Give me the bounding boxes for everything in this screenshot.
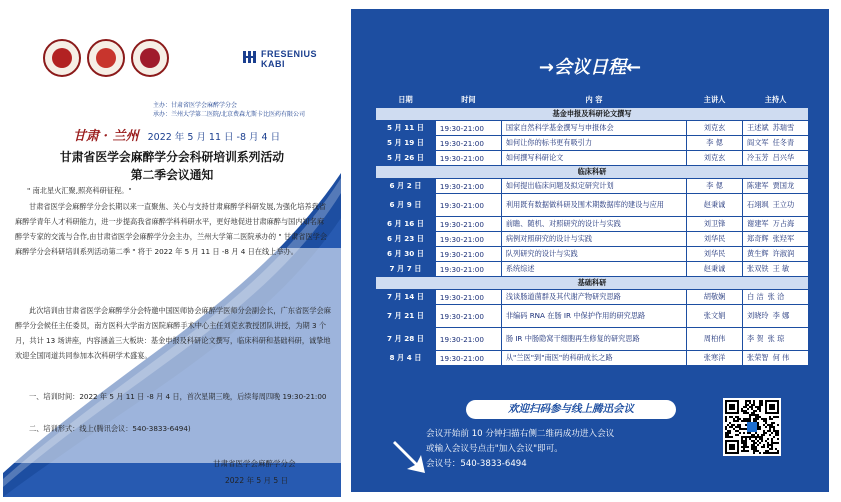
subtitle-place: 甘肃 · 兰州: [73, 129, 139, 144]
intro-paragraph: 甘肃省医学会麻醉学分会长期以来一直聚焦、关心与支持甘肃麻醉学科研发展,为强化培养我省麻醉学青年人才科研能力，进一步提高我省麻醉学科科研水平，更好地促进甘肃麻醉与国内知名麻醉学专家的交流与合作,由甘肃省医学会麻醉学分会主办，兰州大学第二医院承办的 " 甘肃省医学会麻醉学分会科研培训系列活动第二季 " 将于 2022 年 5 月 11 日 -8 月 4 日在线上举办。: [15, 202, 328, 256]
host-cell: [743, 351, 809, 366]
date-cell: 6 月 2 日: [376, 179, 436, 194]
detail-paragraph: 此次培训由甘肃省医学会麻醉学分会特邀中国医师协会麻醉学医师分会副会长，广东省医学会麻醉学分会候任主任委员，南方医科大学南方医院麻醉手术中心主任刘克玄教授团队讲授，为期 3 个月，共计 13 场讲座，内容涵盖三大板块：基金申报及科研论文撰写，临床科研和基础科研，诚挚地欢迎全国同道共同参加本次科研学术盛宴。: [15, 306, 331, 360]
table-row: [376, 121, 809, 136]
topic-cell: 如何让你的标书更有吸引力: [501, 136, 686, 151]
host-name: 张荣智: [747, 353, 769, 362]
notice-poster: [3, 3, 341, 497]
host-name: 黄生辉: [747, 249, 769, 258]
time-cell: 19:30-21:00: [435, 232, 501, 247]
training-time: 一、培训时间：2022 年 5 月 11 日 -8 月 4 日，首次星期三晚，后续每周四晚 19:30-21:00: [29, 392, 327, 401]
speaker-cell: 李 偲: [687, 136, 743, 151]
speaker-cell: 李 偲: [687, 179, 743, 194]
section-title: 临床科研: [376, 166, 809, 179]
table-row: [376, 305, 809, 328]
table-row: [376, 247, 809, 262]
time-cell: 19:30-21:00: [435, 328, 501, 351]
time-cell: 19:30-21:00: [435, 136, 501, 151]
topic-cell: 肠 IR 中肠隐窝干细胞再生修复的研究思路: [501, 328, 686, 351]
time-cell: 19:30-21:00: [435, 290, 501, 305]
host-name: 何 伟: [772, 353, 790, 362]
table-row: [376, 290, 809, 305]
section-row: [376, 108, 809, 121]
host-name: 阎文军: [747, 138, 769, 147]
join-note-1: 会议开始前 10 分钟扫描右侧二维码成功进入会议: [426, 429, 615, 439]
signature-org: 甘肃省医学会麻醉学分会: [213, 459, 296, 468]
qr-code[interactable]: [723, 398, 781, 456]
time-cell: 19:30-21:00: [435, 179, 501, 194]
table-row: [376, 232, 809, 247]
time-cell: 19:30-21:00: [435, 351, 501, 366]
join-note-2: 或输入会议号点击"加入会议"即可。: [426, 444, 563, 454]
host-line: 主办：甘肃省医学会麻醉学分会: [153, 102, 238, 109]
host-name: 张双铁: [747, 264, 769, 273]
topic-cell: 从"兰医"到"南医"的科研成长之路: [501, 351, 686, 366]
section-title: 基金申报及科研论文撰写: [376, 108, 809, 121]
quote: " 南北星火汇聚,照亮科研征程。": [27, 186, 132, 195]
table-row: [376, 351, 809, 366]
host-name: 王 敏: [772, 264, 790, 273]
host-cell: [743, 179, 809, 194]
host-name: 任冬青: [772, 138, 795, 147]
speaker-cell: 胡敬娴: [687, 290, 743, 305]
schedule-panel: [351, 9, 829, 492]
topic-cell: 国家自然科学基金撰写与申报体会: [501, 121, 686, 136]
topic-cell: 队列研究的设计与实践: [501, 247, 686, 262]
subtitle-dates: 2022 年 5 月 11 日 -8 月 4 日: [147, 132, 281, 143]
speaker-cell: 赵秉诚: [687, 262, 743, 277]
table-header-row: [376, 92, 809, 108]
speaker-cell: 刘克玄: [687, 121, 743, 136]
schedule-body: [376, 108, 809, 366]
host-cell: [743, 262, 809, 277]
society-logo-2: [87, 39, 125, 77]
host-name: 李 娜: [772, 311, 790, 320]
host-cell: [743, 290, 809, 305]
host-name: 李 贺: [747, 334, 764, 343]
hospital-logo: [131, 39, 169, 77]
arrow-icon: [391, 435, 431, 475]
speaker-cell: 张寒洋: [687, 351, 743, 366]
date-cell: 6 月 16 日: [376, 217, 436, 232]
date-cell: 7 月 14 日: [376, 290, 436, 305]
speaker-cell: 赵秉诚: [687, 194, 743, 217]
host-name: 许淑润: [772, 249, 795, 258]
time-cell: 19:30-21:00: [435, 247, 501, 262]
host-cell: [743, 121, 809, 136]
col-time: 时间: [435, 92, 501, 108]
host-cell: [743, 217, 809, 232]
section-title: 基础科研: [376, 277, 809, 290]
speaker-cell: 刘卫锋: [687, 217, 743, 232]
col-topic: 内 容: [501, 92, 686, 108]
speaker-cell: 刘克玄: [687, 151, 743, 166]
host-name: 冷玉芳: [747, 153, 769, 162]
speaker-cell: 刘华民: [687, 247, 743, 262]
host-cell: [743, 328, 809, 351]
subtitle: [73, 125, 280, 144]
host-name: 白 洁: [747, 292, 764, 301]
date-cell: 7 月 28 日: [376, 328, 436, 351]
host-cell: [743, 136, 809, 151]
time-cell: 19:30-21:00: [435, 194, 501, 217]
host-name: 郑奇辉: [747, 234, 769, 243]
speaker-cell: 张文娟: [687, 305, 743, 328]
schedule-heading: →会议日程←: [538, 57, 642, 78]
col-host: 主持人: [743, 92, 809, 108]
topic-cell: 利用既有数据做科研及围术期数据库的建设与应用: [501, 194, 686, 217]
host-name: 张羟军: [772, 234, 795, 243]
host-name: 万占海: [772, 219, 795, 228]
meeting-id: 会议号：540-3833-6494: [426, 459, 527, 469]
table-row: [376, 262, 809, 277]
host-cell: [743, 305, 809, 328]
page-title: 甘肃省医学会麻醉学分会科研培训系列活动: [59, 150, 285, 164]
training-format: 二、培训形式：线上(腾讯会议：540-3833-6494): [29, 424, 191, 433]
speaker-cell: 周柏伟: [687, 328, 743, 351]
table-row: [376, 328, 809, 351]
table-row: [376, 179, 809, 194]
topic-cell: 非编码 RNA 在肠 IR 中保护作用的研究思路: [501, 305, 686, 328]
host-name: 刘晓玲: [747, 311, 769, 320]
host-name: 陈建军: [747, 181, 769, 190]
time-cell: 19:30-21:00: [435, 262, 501, 277]
schedule-table: [375, 91, 809, 366]
time-cell: 19:30-21:00: [435, 217, 501, 232]
date-cell: 5 月 11 日: [376, 121, 436, 136]
topic-cell: 前瞻、随机、对照研究的设计与实践: [501, 217, 686, 232]
date-cell: 6 月 9 日: [376, 194, 436, 217]
topic-cell: 病例对照研究的设计与实践: [501, 232, 686, 247]
topic-cell: 浅谈肠道菌群及其代谢产物研究思路: [501, 290, 686, 305]
topic-cell: 如何提出临床问题及拟定研究计划: [501, 179, 686, 194]
undertake-line: 承办：兰州大学第二医院/北京费森尤斯卡比医药有限公司: [153, 111, 306, 118]
host-cell: [743, 194, 809, 217]
host-name: 张 洽: [767, 292, 785, 301]
topic-cell: 如何撰写科研论文: [501, 151, 686, 166]
time-cell: 19:30-21:00: [435, 305, 501, 328]
host-name: 王述斌: [747, 123, 769, 132]
table-row: [376, 217, 809, 232]
table-row: [376, 194, 809, 217]
host-name: 苏瑞雪: [772, 123, 795, 132]
date-cell: 5 月 26 日: [376, 151, 436, 166]
society-logo-1: [43, 39, 81, 77]
host-name: 贾国龙: [772, 181, 795, 190]
topic-cell: 系统综述: [501, 262, 686, 277]
col-date: 日期: [376, 92, 436, 108]
section-row: [376, 277, 809, 290]
date-cell: 6 月 30 日: [376, 247, 436, 262]
time-cell: 19:30-21:00: [435, 151, 501, 166]
time-cell: 19:30-21:00: [435, 121, 501, 136]
host-name: 谢建军: [747, 219, 769, 228]
partner-line-1: FRESENIUS: [261, 49, 318, 59]
partner-line-2: KABI: [261, 59, 285, 69]
col-speaker: 主讲人: [687, 92, 743, 108]
fresenius-kabi-icon: [243, 49, 257, 65]
host-name: 吕兴华: [772, 153, 795, 162]
host-name: 王立功: [772, 200, 795, 209]
host-cell: [743, 247, 809, 262]
host-cell: [743, 232, 809, 247]
date-cell: 8 月 4 日: [376, 351, 436, 366]
section-row: [376, 166, 809, 179]
table-row: [376, 151, 809, 166]
host-cell: [743, 151, 809, 166]
signature-date: 2022 年 5 月 5 日: [225, 476, 289, 485]
speaker-cell: 刘华民: [687, 232, 743, 247]
date-cell: 7 月 7 日: [376, 262, 436, 277]
host-name: 张 琼: [767, 334, 785, 343]
date-cell: 6 月 23 日: [376, 232, 436, 247]
table-row: [376, 136, 809, 151]
page-subtitle: 第二季会议通知: [130, 168, 214, 182]
date-cell: 7 月 21 日: [376, 305, 436, 328]
host-name: 石翊飒: [747, 200, 769, 209]
scan-banner: 欢迎扫码参与线上腾迅会议: [466, 400, 676, 419]
date-cell: 5 月 19 日: [376, 136, 436, 151]
partner-logo-text: [261, 49, 317, 69]
